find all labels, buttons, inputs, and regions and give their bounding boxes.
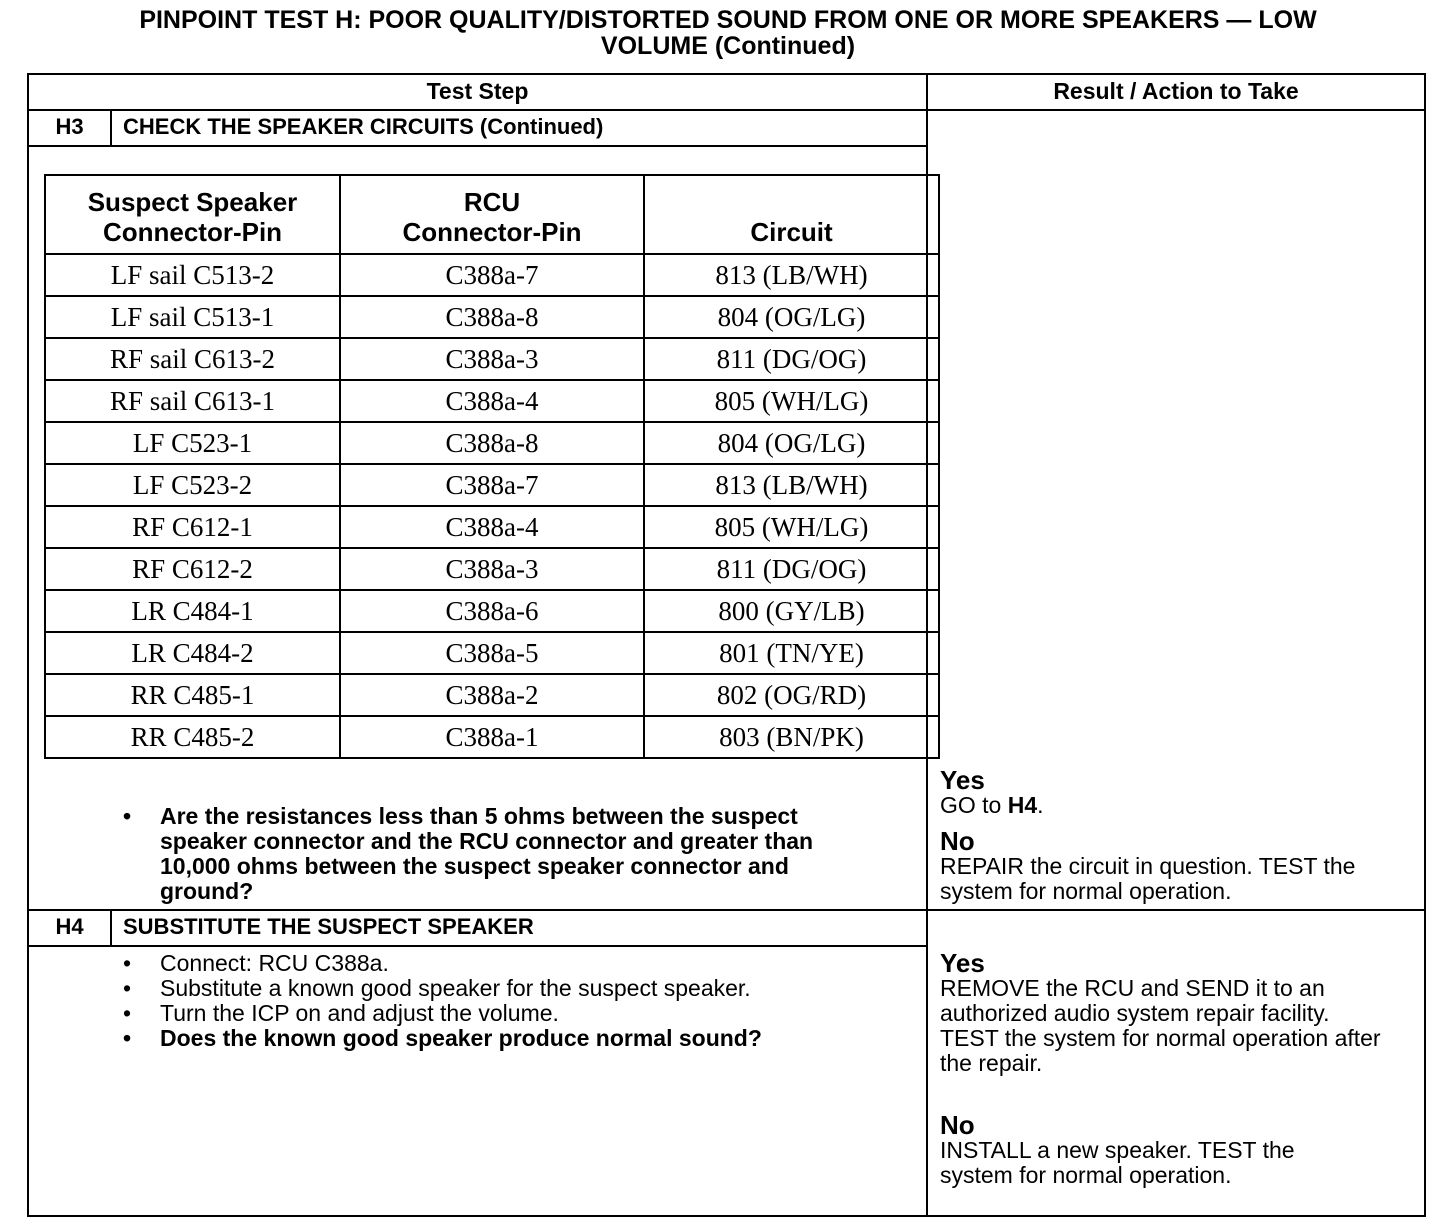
table-row — [45, 422, 939, 464]
row-suspect-speaker: LF C523-1 — [45, 422, 340, 464]
h4-step-list — [123, 951, 913, 1051]
h4-question: • Does the known good speaker produce normal sound? — [123, 1026, 913, 1051]
table-row — [45, 380, 939, 422]
table-row — [45, 632, 939, 674]
table-row — [45, 548, 939, 590]
title-line-2: VOLUME (Continued) — [600, 32, 856, 60]
title-line-1: PINPOINT TEST H: POOR QUALITY/DISTORTED SOUND FROM ONE OR MORE SPEAKERS — LOW — [139, 6, 1317, 34]
row-circuit: 803 (BN/PK) — [644, 716, 939, 758]
table-row — [45, 716, 939, 758]
h3-question: • Are the resistances less than 5 ohms between the suspect speaker connector and the RCU connector and greater than 10,000 ohms between the suspect speaker connector and ground? — [123, 804, 913, 904]
row-circuit: 802 (OG/RD) — [644, 674, 939, 716]
h4-result — [940, 950, 1424, 1188]
row-rcu-pin: C388a-3 — [340, 338, 644, 380]
row-circuit: 813 (LB/WH) — [644, 464, 939, 506]
h4-title-divider — [27, 945, 927, 947]
row-suspect-speaker: RR C485-2 — [45, 716, 340, 758]
h3-result — [940, 767, 1420, 904]
table-row — [45, 296, 939, 338]
row-suspect-speaker: RF C612-1 — [45, 506, 340, 548]
row-circuit: 804 (OG/LG) — [644, 296, 939, 338]
row-rcu-pin: C388a-4 — [340, 380, 644, 422]
row-circuit: 800 (GY/LB) — [644, 590, 939, 632]
row-suspect-speaker: LF sail C513-2 — [45, 254, 340, 296]
column-header-rcu: RCU Connector-Pin — [340, 175, 644, 254]
row-circuit: 804 (OG/LG) — [644, 422, 939, 464]
h4-yes-action: REMOVE the RCU and SEND it to an authorized audio system repair facility. TEST the system for normal operation after the repair. — [940, 975, 1381, 1076]
row-rcu-pin: C388a-5 — [340, 632, 644, 674]
step-id-h4: H4 — [55, 914, 84, 939]
table-row — [45, 254, 939, 296]
row-circuit: 801 (TN/YE) — [644, 632, 939, 674]
h3-yes-label: Yes — [940, 765, 985, 795]
row-rcu-pin: C388a-8 — [340, 296, 644, 338]
table-row — [45, 464, 939, 506]
row-suspect-speaker: LR C484-1 — [45, 590, 340, 632]
step-title-h3: CHECK THE SPEAKER CIRCUITS (Continued) — [123, 114, 604, 139]
row-circuit: 813 (LB/WH) — [644, 254, 939, 296]
table-row — [45, 674, 939, 716]
row-suspect-speaker: RF sail C613-1 — [45, 380, 340, 422]
row-rcu-pin: C388a-6 — [340, 590, 644, 632]
row-rcu-pin: C388a-7 — [340, 254, 644, 296]
h4-no-action: INSTALL a new speaker. TEST the system for normal operation. — [940, 1137, 1295, 1188]
h4-yes-label: Yes — [940, 948, 985, 978]
row-circuit: 811 (DG/OG) — [644, 338, 939, 380]
row-rcu-pin: C388a-8 — [340, 422, 644, 464]
row-rcu-pin: C388a-1 — [340, 716, 644, 758]
row-suspect-speaker: RF C612-2 — [45, 548, 340, 590]
h3-question-list — [123, 804, 913, 904]
table-row — [45, 338, 939, 380]
row-rcu-pin: C388a-4 — [340, 506, 644, 548]
row-suspect-speaker: RR C485-1 — [45, 674, 340, 716]
row-circuit: 805 (WH/LG) — [644, 506, 939, 548]
row-suspect-speaker: LR C484-2 — [45, 632, 340, 674]
row-suspect-speaker: LF sail C513-1 — [45, 296, 340, 338]
column-header-circuit: Circuit — [644, 175, 939, 254]
row-rcu-pin: C388a-7 — [340, 464, 644, 506]
table-row — [45, 590, 939, 632]
row-circuit: 805 (WH/LG) — [644, 380, 939, 422]
speaker-circuit-table — [44, 174, 940, 759]
h3-no-label: No — [940, 826, 975, 856]
row-rcu-pin: C388a-3 — [340, 548, 644, 590]
h4-no-label: No — [940, 1110, 975, 1140]
header-test-step: Test Step — [426, 78, 529, 104]
row-rcu-pin: C388a-2 — [340, 674, 644, 716]
row-suspect-speaker: RF sail C613-2 — [45, 338, 340, 380]
page-title — [40, 7, 1416, 59]
column-header-suspect-speaker: Suspect Speaker Connector-Pin — [45, 175, 340, 254]
row-suspect-speaker: LF C523-2 — [45, 464, 340, 506]
step-id-h3: H3 — [55, 114, 84, 139]
table-row — [45, 506, 939, 548]
h3-id-divider — [110, 110, 112, 146]
h4-step-1: • Connect: RCU C388a. — [123, 951, 913, 976]
speaker-table-body — [45, 254, 939, 758]
h4-step-3: • Turn the ICP on and adjust the volume. — [123, 1001, 913, 1026]
table-header-row — [45, 175, 939, 254]
row-circuit: 811 (DG/OG) — [644, 548, 939, 590]
h3-no-action: REPAIR the circuit in question. TEST the system for normal operation. — [940, 853, 1356, 904]
header-result: Result / Action to Take — [1053, 78, 1299, 104]
step-title-h4: SUBSTITUTE THE SUSPECT SPEAKER — [123, 914, 534, 939]
h3-title-divider — [27, 145, 927, 147]
h3-yes-action: GO to H4. — [940, 792, 1044, 818]
h4-step-2: • Substitute a known good speaker for the suspect speaker. — [123, 976, 913, 1001]
h4-id-divider — [110, 910, 112, 946]
